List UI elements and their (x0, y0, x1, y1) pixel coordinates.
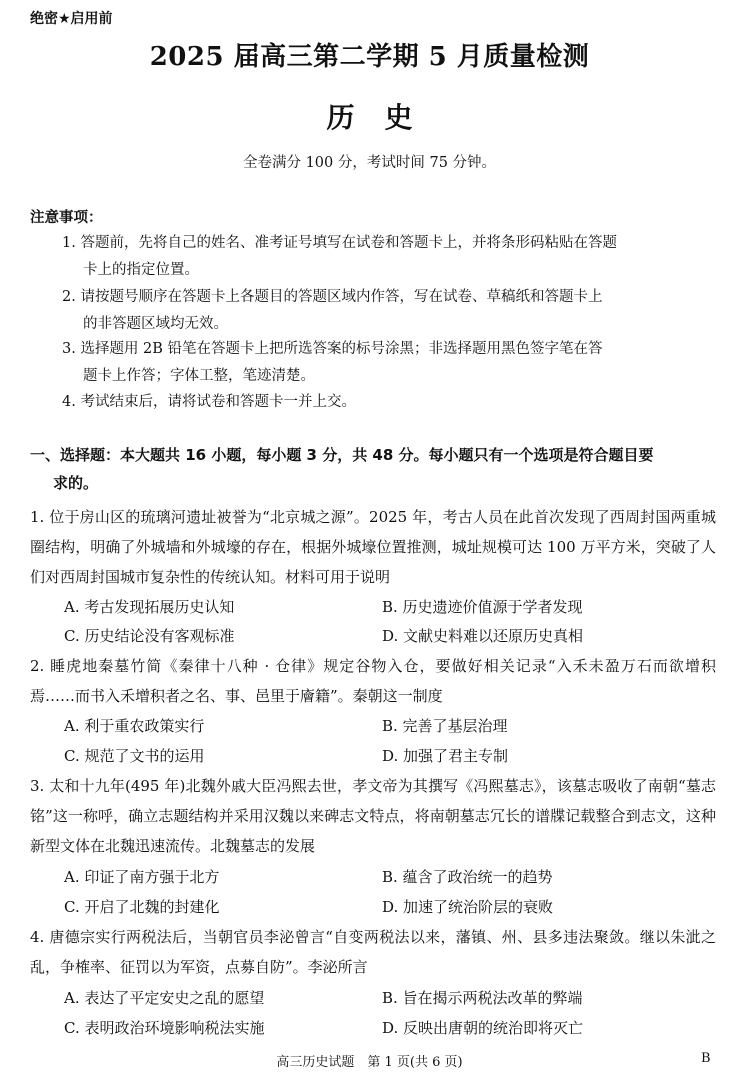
option-a: A. 利于重农政策实行 (64, 717, 205, 735)
question-stem: 2. 睡虎地秦墓竹简《秦律十八种 · 仓律》规定谷物入仓，要做好相关记录“入禾未盈万石而欲增积焉……而书入禾增积者之名、事、邑里于廥籍”。秦朝这一制度 (30, 657, 716, 705)
note-item (62, 230, 712, 284)
option-c: C. 表明政治环境影响税法实施 (64, 1019, 265, 1037)
option-c: C. 规范了文书的运用 (64, 747, 205, 765)
paper-version-code: B (701, 1051, 711, 1066)
option-a: A. 印证了南方强于北方 (64, 868, 220, 886)
option-d: D. 反映出唐朝的统治即将灭亡 (382, 1019, 584, 1037)
note-line: 1. 答题前，先将自己的姓名、准考证号填写在试卷和答题卡上，并将条形码粘贴在答题 (62, 235, 617, 251)
section-heading-continued: 求的。 (53, 474, 99, 492)
option-a: A. 表达了平定安史之乱的愿望 (64, 989, 265, 1007)
option-b: B. 旨在揭示两税法改革的弊端 (382, 989, 583, 1007)
note-item (62, 284, 712, 338)
option-b: B. 历史遗迹价值源于学者发现 (382, 598, 583, 616)
confidential-mark: 绝密★启用前 (30, 11, 113, 27)
section-heading (30, 441, 716, 497)
subject-title: 历史 (326, 101, 443, 134)
option-d: D. 文献史料难以还原历史真相 (382, 627, 584, 645)
note-item (62, 389, 712, 416)
notes-heading: 注意事项： (30, 210, 103, 226)
note-item (62, 336, 712, 390)
note-line: 3. 选择题用 2B 铅笔在答题卡上把所选答案的标号涂黑；非选择题用黑色签字笔在答 (62, 341, 603, 357)
note-line-continued: 卡上的指定位置。 (83, 262, 199, 278)
option-b: B. 完善了基层治理 (382, 717, 508, 735)
note-line-continued: 的非答题区域均无效。 (83, 316, 228, 332)
question-stem: 1. 位于房山区的琉璃河遗址被誉为“北京城之源”。2025 年，考古人员在此首次发现了西周封国两重城圈结构，明确了外城墙和外城壕的存在，根据外城壕位置推测，城址规模可达 100 万平方米，突破了人们对西周封国城市复杂性的传统认知。材料可用于说明 (30, 508, 716, 586)
exam-title: 2025 届高三第二学期 5 月质量检测 (149, 42, 590, 72)
question-stem: 4. 唐德宗实行两税法后，当朝官员李泌曾言“自变两税法以来，藩镇、州、县多违法聚敛。继以朱泚之乱，争榷率、征罚以为军资，点募自防”。李泌所言 (30, 928, 716, 976)
note-line: 4. 考试结束后，请将试卷和答题卡一并上交。 (62, 394, 356, 410)
option-a: A. 考古发现拓展历史认知 (64, 598, 235, 616)
note-line: 2. 请按题号顺序在答题卡上各题目的答题区域内作答，写在试卷、草稿纸和答题卡上 (62, 289, 603, 305)
option-c: C. 历史结论没有客观标准 (64, 627, 235, 645)
option-d: D. 加速了统治阶层的衰败 (382, 898, 554, 916)
score-time-note: 全卷满分 100 分，考试时间 75 分钟。 (242, 155, 497, 171)
page-footer: 高三历史试题 第 1 页(共 6 页) (276, 1055, 463, 1070)
section-heading-line: 一、选择题：本大题共 16 小题，每小题 3 分，共 48 分。每小题只有一个选项是符合题目要 (30, 446, 654, 464)
option-c: C. 开启了北魏的封建化 (64, 898, 220, 916)
note-line-continued: 题卡上作答；字体工整，笔迹清楚。 (83, 368, 315, 384)
question-stem: 3. 太和十九年(495 年)北魏外戚大臣冯熙去世，孝文帝为其撰写《冯熙墓志》，该墓志吸收了南朝“墓志铭”这一称呼，确立志题结构并采用汉魏以来碑志文特点，将南朝墓志冗长的谱牒记载整合到志文，这种新型文体在北魏迅速流传。北魏墓志的发展 (30, 777, 716, 855)
option-b: B. 蕴含了政治统一的趋势 (382, 868, 553, 886)
option-d: D. 加强了君主专制 (382, 747, 509, 765)
